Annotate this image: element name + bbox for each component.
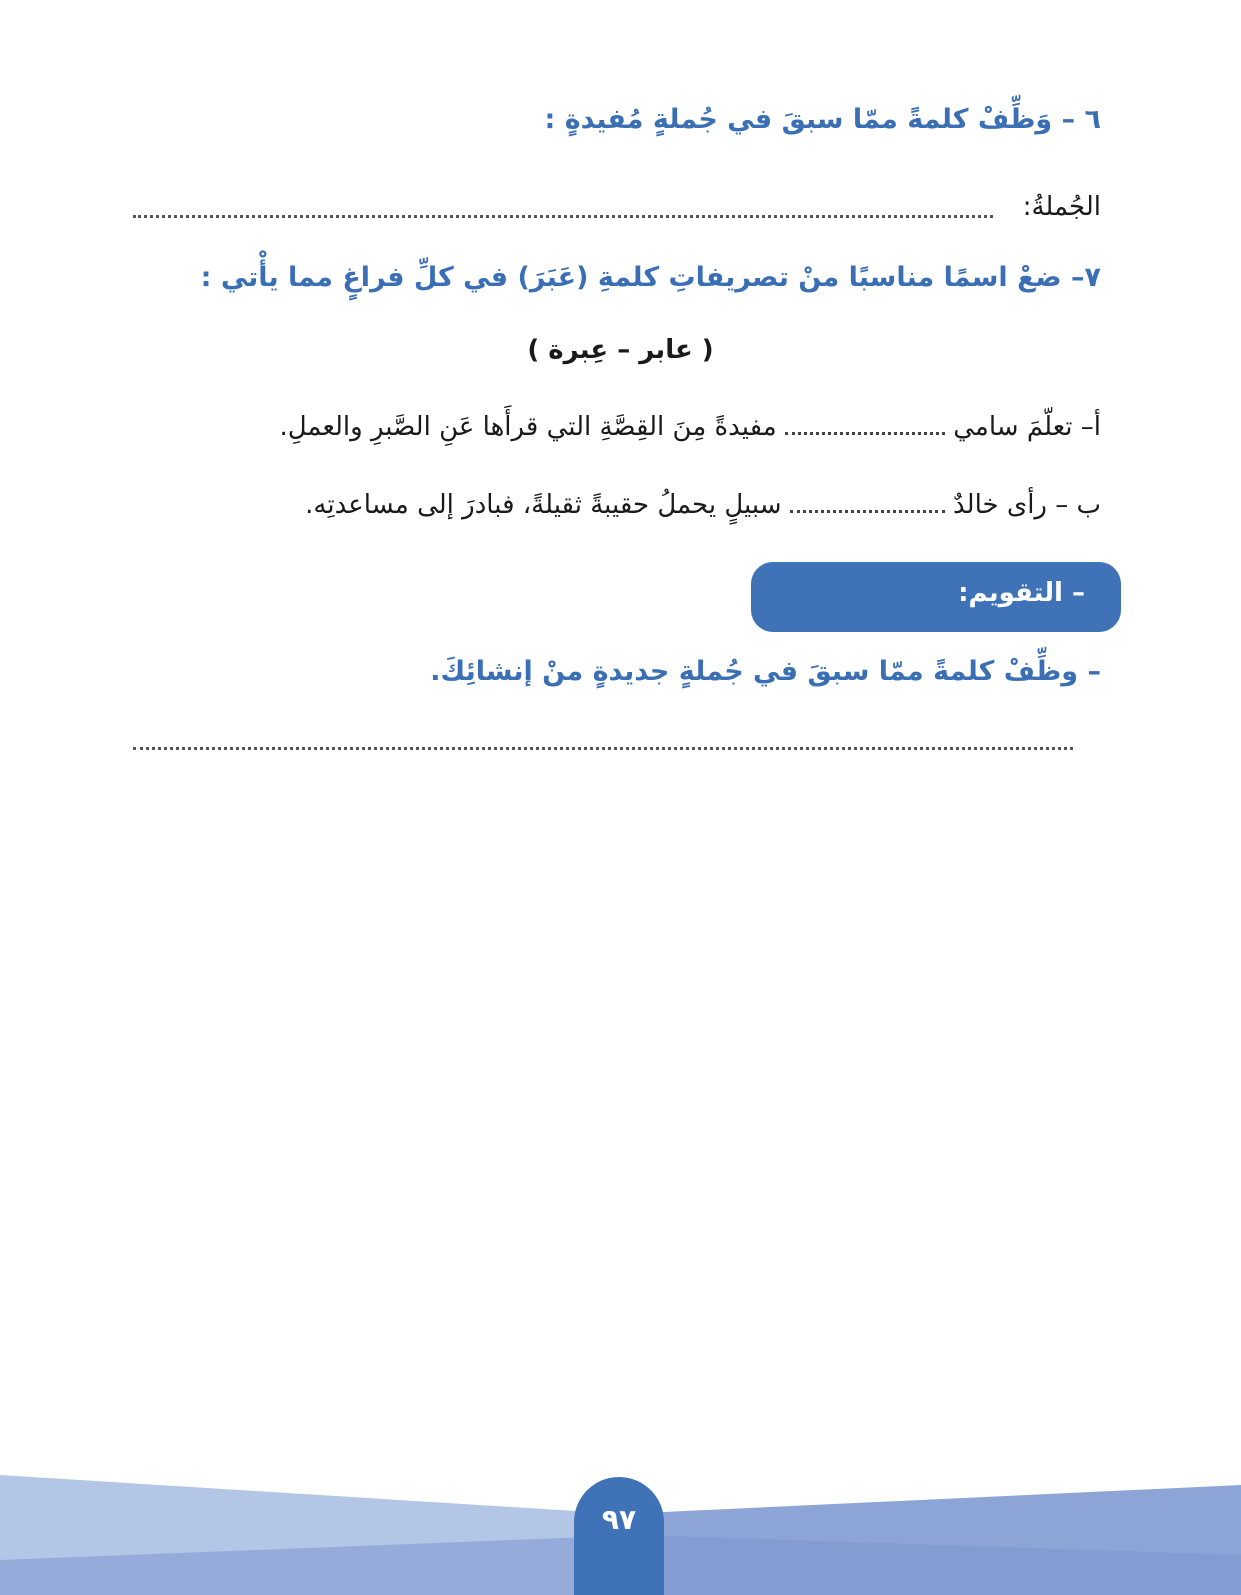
exercise-7-heading: ٧– ضعْ اسمًا مناسبًا منْ تصريفاتِ كلمةِ (عَبَرَ) في كلِّ فراغٍ مما يأْتي : <box>200 262 1101 293</box>
answer-line-exercise-6[interactable] <box>133 215 993 218</box>
evaluation-label: – التقويم: <box>958 578 1085 608</box>
page-number-badge <box>574 1477 664 1595</box>
item-b <box>305 490 1101 520</box>
item-a-suffix: مفيدةً مِنَ القِصَّةِ التي قرأَها عَنِ الصَّبرِ والعملِ. <box>279 412 777 442</box>
item-a <box>279 412 1101 442</box>
word-bank: ( عابر – عِبرة ) <box>527 335 714 365</box>
item-a-blank[interactable] <box>785 428 945 435</box>
page-number: ٩٧ <box>601 1503 637 1536</box>
exercise-6-heading: ٦ – وَظِّفْ كلمةً ممّا سبقَ في جُملةٍ مُفيدةٍ : <box>544 104 1101 135</box>
evaluation-banner <box>751 562 1121 632</box>
item-b-suffix: سبيلٍ يحملُ حقيبةً ثقيلةً، فبادرَ إلى مساعدتِه. <box>305 490 782 520</box>
sentence-label: الجُملةُ: <box>1022 192 1101 222</box>
evaluation-instruction: – وظِّفْ كلمةً ممّا سبقَ في جُملةٍ جديدةٍ منْ إنشائِكَ. <box>430 656 1101 687</box>
item-b-prefix: ب – رأى خالدٌ <box>953 490 1101 520</box>
item-b-blank[interactable] <box>790 506 945 513</box>
item-a-prefix: أ– تعلّمَ سامي <box>953 412 1101 442</box>
answer-line-evaluation[interactable] <box>133 747 1073 750</box>
